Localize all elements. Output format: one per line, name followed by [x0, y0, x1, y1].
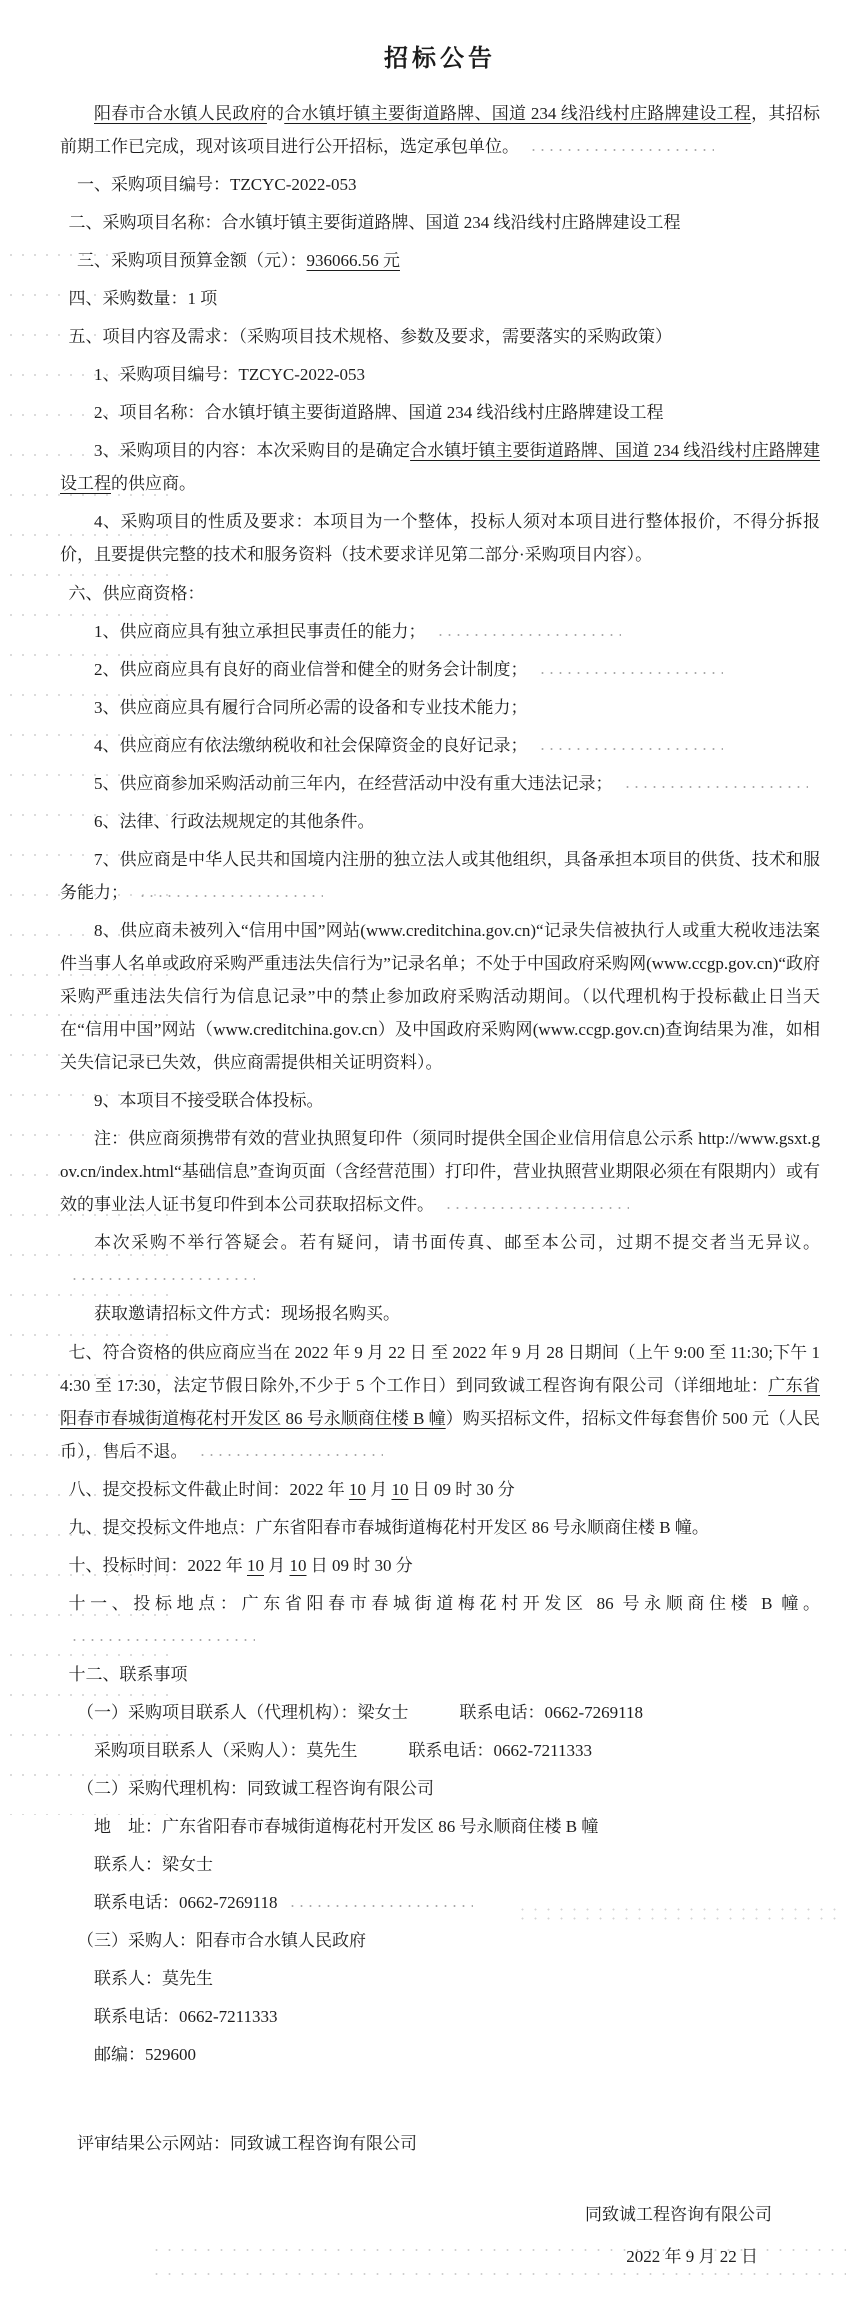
text-segment: 邮编：529600: [94, 2045, 196, 2064]
text-segment: 6、法律、行政法规规定的其他条件。: [94, 812, 375, 831]
text-segment: 4、采购项目的性质及要求：本项目为一个整体，投标人须对本项目进行整体报价，不得分拆报价，且要提供完整的技术和服务资料（技术要求详见第二部分·采购项目内容）。: [60, 512, 820, 564]
qualification-9: [60, 1084, 820, 1117]
text-segment: 1、采购项目编号：TZCYC-2022-053: [94, 365, 366, 384]
text-segment: ）购买招标文件，招标文件每套售价 500 元（人民币），售后不退。: [60, 1409, 821, 1461]
text-segment: 五、项目内容及需求：（采购项目技术规格、参数及要求，需要落实的采购政策）: [68, 327, 672, 346]
text-segment: 十一、投标地点：广东省阳春市春城街道梅花村开发区 86 号永顺商住楼 B 幢。: [68, 1594, 820, 1613]
text-segment: 9、本项目不接受联合体投标。: [94, 1091, 324, 1110]
qualification-7: [60, 843, 820, 909]
sec6-supplier-qualification: [60, 577, 820, 610]
text-segment: 联系人：莫先生: [94, 1969, 213, 1988]
text-segment: 九、提交投标文件地点：广东省阳春市春城街道梅花村开发区 86 号永顺商住楼 B 幢。: [68, 1518, 709, 1537]
qualification-1: [60, 615, 820, 648]
text-segment: 三、采购项目预算金额（元）：: [77, 251, 307, 270]
text-segment: 本次采购不举行答疑会。若有疑问，请书面传真、邮至本公司，过期不提交者当无异议。: [94, 1233, 820, 1252]
underlined-text: 阳春市合水镇人民政府: [94, 104, 267, 123]
text-segment: 月: [264, 1556, 290, 1575]
text-segment: 3、供应商应具有履行合同所必需的设备和专业技术能力；: [94, 698, 528, 717]
text-segment: 十、投标时间：2022 年: [68, 1556, 247, 1575]
text-segment: 二、采购项目名称：合水镇圩镇主要街道路牌、国道 234 线沿线村庄路牌建设工程: [68, 213, 681, 232]
agency-address: [60, 1810, 820, 1843]
text-segment: 1、供应商应具有独立承担民事责任的能力；: [94, 622, 426, 641]
text-segment: 月: [366, 1480, 392, 1499]
text-segment: 一、采购项目编号：TZCYC-2022-053: [77, 175, 357, 194]
sec4-quantity: [60, 282, 820, 315]
text-segment: 采购项目联系人（采购人）：莫先生 联系电话：0662-7211333: [94, 1741, 593, 1760]
sub4-nature-requirement: [60, 505, 820, 571]
text-segment: 的: [266, 104, 285, 123]
sec3-budget: [60, 244, 820, 277]
no-qa-meeting: [60, 1226, 820, 1292]
sec10-bid-time: [60, 1549, 820, 1582]
text-segment: 8、供应商未被列入“信用中国”网站(www.creditchina.gov.cn)“记录失信被执行人或重大税收违法案件当事人名单或政府采购严重违法失信行为”记录名单；不处于中国政府采购网(www.ccgp.gov.cn)“政府采购严重违法失信行为信息记录”中的禁止参加政府采购活动期间。（以代理机构于投标截止日当天在“信用中国”网站（www.creditchina.gov.cn）及中国政府采购网(www.ccgp.gov.cn)查询结果为准，如相关失信记录已失效，供应商需提供相关证明资料）。: [60, 921, 820, 1072]
result-publicity-site: [60, 2127, 820, 2160]
qualification-6: [60, 805, 820, 838]
sec11-bid-place: [60, 1587, 820, 1653]
underlined-text: 广东省阳春市春城街道梅花村开发区 86 号永顺商住楼 B 幢: [60, 1376, 820, 1428]
qualification-4: [60, 729, 820, 762]
text-segment: 评审结果公示网站：同致诚工程咨询有限公司: [77, 2134, 417, 2153]
text-segment: （二）采购代理机构：同致诚工程咨询有限公司: [77, 1779, 434, 1798]
underlined-text: 936066.56 元: [306, 251, 400, 270]
sec5-content-demand: [60, 320, 820, 353]
qualification-5: [60, 767, 820, 800]
sec2-project-name: [60, 206, 820, 239]
note-business-license: [60, 1122, 820, 1221]
sec1-project-number: [60, 168, 820, 201]
text-segment: 获取邀请招标文件方式：现场报名购买。: [94, 1304, 400, 1323]
document-title: 招标公告: [384, 45, 496, 72]
obtain-document-method: [60, 1297, 820, 1330]
signature-block: [60, 2194, 820, 2278]
text-segment: 2、供应商应具有良好的商业信誉和健全的财务会计制度；: [94, 660, 528, 679]
sub3-purchase-content: [60, 434, 820, 500]
text-segment: 5、供应商参加采购活动前三年内，在经营活动中没有重大违法记录；: [94, 774, 613, 793]
text-segment: 十二、联系事项: [68, 1665, 188, 1684]
text-segment: 六、供应商资格：: [68, 584, 205, 603]
text-segment: 八、提交投标文件截止时间：2022 年: [68, 1480, 349, 1499]
text-segment: 联系电话：0662-7211333: [94, 2007, 278, 2026]
text-segment: 七、符合资格的供应商应当在 2022 年 9 月 22 日 至 2022 年 9 月 28 日期间（上午 9:00 至 11:30;下午 14:30 至 17:30，法定节假日除外,不少于 5 个工作日）到同致诚工程咨询有限公司（详细地址：: [60, 1343, 820, 1395]
text-segment: 日 09 时 30 分: [408, 1480, 515, 1499]
qualification-2: [60, 653, 820, 686]
text-segment: （一）采购项目联系人（代理机构）：梁女士 联系电话：0662-7269118: [77, 1703, 644, 1722]
underlined-text: 10: [349, 1480, 366, 1499]
text-segment: 注：供应商须携带有效的营业执照复印件（须同时提供全国企业信用信息公示系 http://www.gsxt.gov.cn/index.html“基础信息”查询页面（含经营范围）打印件，营业执照营业期限必须在有限期内）或有效的事业法人证书复印件到本公司获取招标文件。: [60, 1129, 820, 1214]
sec8-submit-deadline: [60, 1473, 820, 1506]
agency-name: [60, 1772, 820, 1805]
signature-company: 同致诚工程咨询有限公司: [585, 2205, 772, 2224]
sec7-purchase-period: [60, 1336, 820, 1468]
text-segment: ，其招标前期工作已完成，现对该项目进行公开招标，选定承包单位。: [60, 104, 821, 156]
text-segment: 的供应商。: [111, 474, 196, 493]
sec12-contact-matters: [60, 1658, 820, 1691]
purchaser-name: [60, 1924, 820, 1957]
text-segment: 4、供应商应有依法缴纳税收和社会保障资金的良好记录；: [94, 736, 528, 755]
text-segment: 日 09 时 30 分: [306, 1556, 413, 1575]
document-body: [60, 97, 820, 2160]
intro-paragraph: [60, 97, 820, 163]
agency-contact-name: [60, 1848, 820, 1881]
underlined-text: 10: [289, 1556, 307, 1575]
text-segment: （三）采购人：阳春市合水镇人民政府: [77, 1931, 366, 1950]
agency-contact-phone: [60, 1886, 820, 1919]
sub1-project-number: [60, 358, 820, 391]
underlined-text: 10: [391, 1480, 409, 1499]
text-segment: 联系电话：0662-7269118: [94, 1893, 278, 1912]
underlined-text: 合水镇圩镇主要街道路牌、国道 234 线沿线村庄路牌建设工程: [60, 441, 821, 493]
text-segment: 7、供应商是中华人民共和国境内注册的独立法人或其他组织，具备承担本项目的供货、技术和服务能力；: [60, 850, 820, 902]
qualification-8: [60, 914, 820, 1079]
sub2-project-name: [60, 396, 820, 429]
sec9-submit-place: [60, 1511, 820, 1544]
text-segment: 四、采购数量：1 项: [68, 289, 218, 308]
postcode: [60, 2038, 820, 2071]
purchaser-contact-phone: [60, 2000, 820, 2033]
signature-date: 2022 年 9 月 22 日: [626, 2247, 758, 2266]
text-segment: 3、采购项目的内容：本次采购目的是确定: [94, 441, 411, 460]
qualification-3: [60, 691, 820, 724]
text-segment: 地 址：广东省阳春市春城街道梅花村开发区 86 号永顺商住楼 B 幢: [94, 1817, 599, 1836]
contact-agency-person: [60, 1696, 820, 1729]
contact-purchaser-person: [60, 1734, 820, 1767]
text-segment: 2、项目名称：合水镇圩镇主要街道路牌、国道 234 线沿线村庄路牌建设工程: [94, 403, 664, 422]
underlined-text: 10: [247, 1556, 264, 1575]
purchaser-contact-name: [60, 1962, 820, 1995]
text-segment: 联系人：梁女士: [94, 1855, 213, 1874]
underlined-text: 合水镇圩镇主要街道路牌、国道 234 线沿线村庄路牌建设工程: [284, 104, 752, 123]
